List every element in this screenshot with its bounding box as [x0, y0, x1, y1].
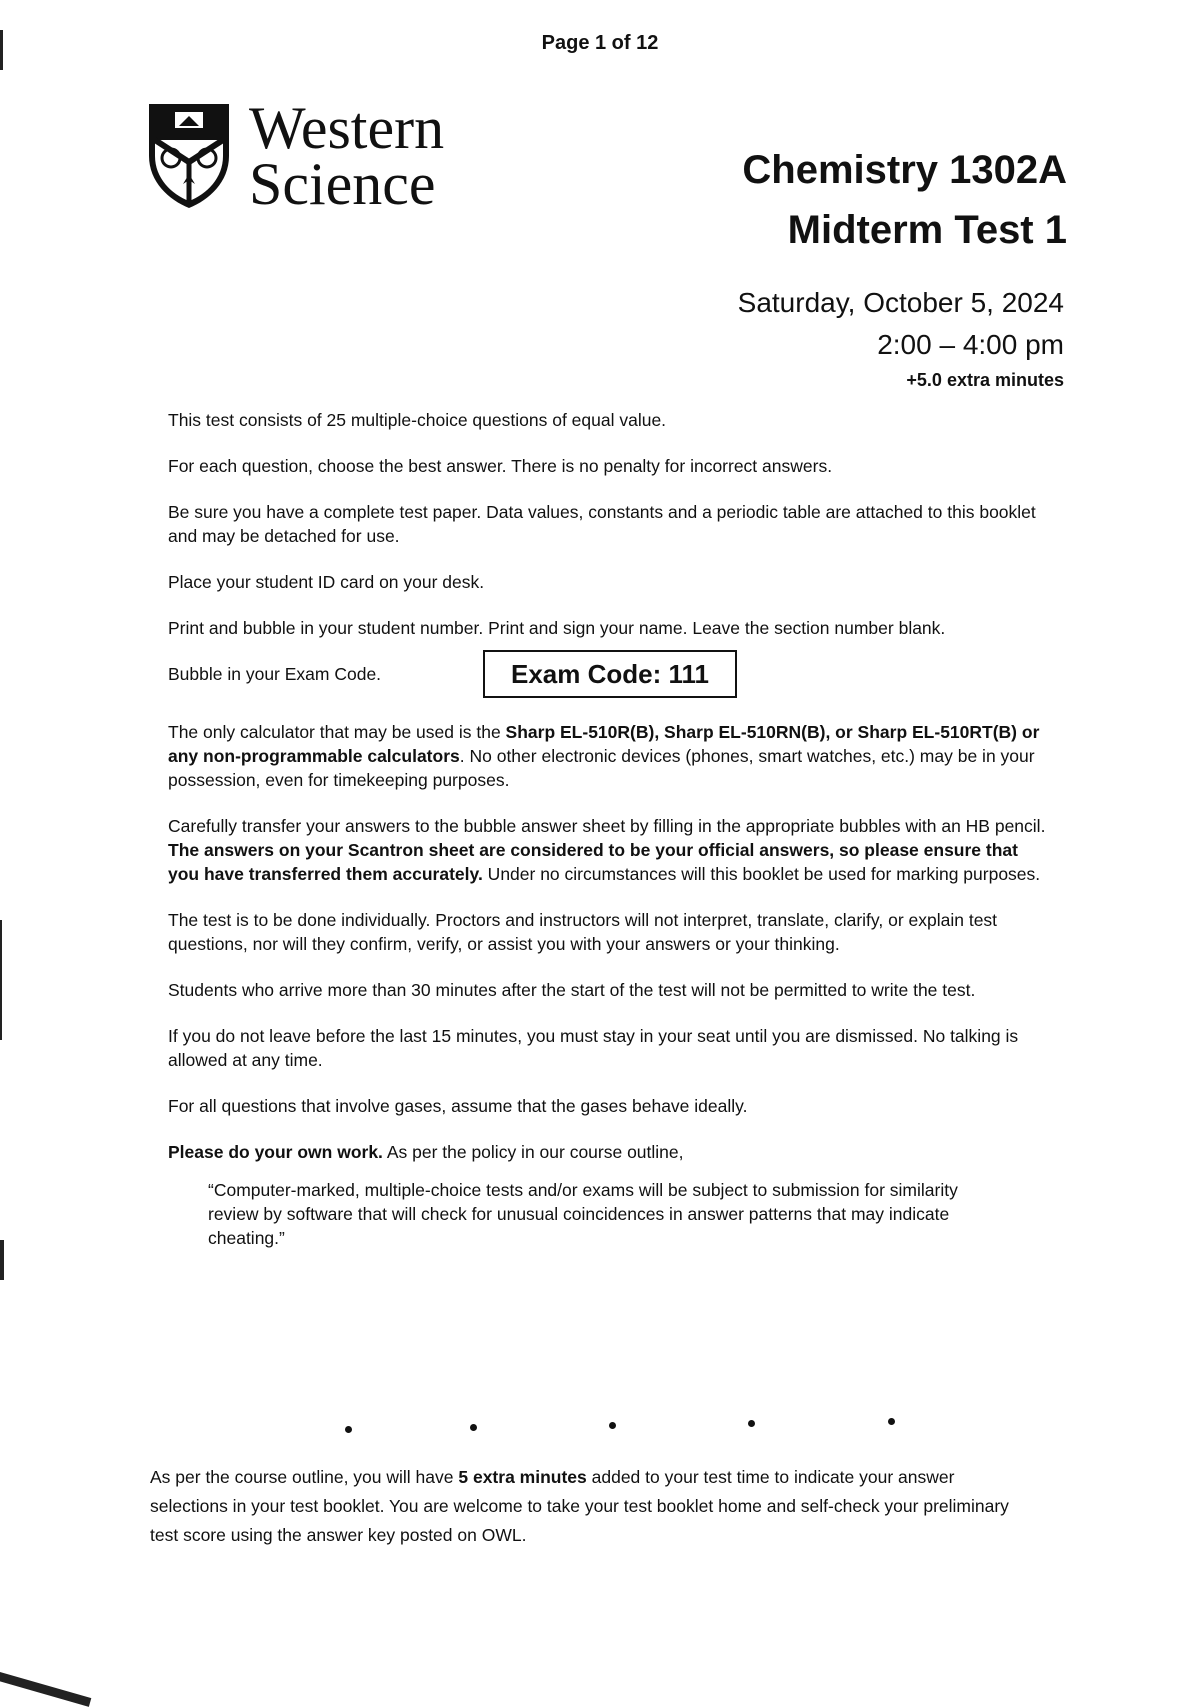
instruction-scantron: [168, 814, 1048, 886]
logo-line-science: Science: [249, 151, 436, 217]
instruction-question-count: This test consists of 25 multiple-choice questions of equal value.: [168, 410, 667, 430]
instruction-student-id: Place your student ID card on your desk.: [168, 572, 485, 592]
western-science-logo: [145, 95, 445, 217]
closing-text-a: As per the course outline, you will have: [150, 1467, 459, 1487]
logo-line-western: Western: [249, 95, 445, 161]
course-title: Chemistry 1302A: [742, 148, 1067, 192]
scan-margin-mark: [0, 1240, 4, 1280]
instruction-best-answer: For each question, choose the best answer. There is no penalty for incorrect answers.: [168, 456, 833, 476]
similarity-policy-quote: “Computer-marked, multiple-choice tests and/or exams will be subject to submission for similarity review by software that will check for unusual coincidences in answer patterns that may indicate cheating.”: [208, 1180, 958, 1248]
scantron-text-a: Carefully transfer your answers to the bubble answer sheet by filling in the appropriate bubbles with an HB pencil.: [168, 816, 1046, 836]
calculator-text-a: The only calculator that may be used is the: [168, 722, 506, 742]
bubble-exam-code-label: Bubble in your Exam Code.: [168, 664, 382, 684]
instruction-leaving: If you do not leave before the last 15 minutes, you must stay in your seat until you are dismissed. No talking is allowed at any time.: [168, 1026, 1019, 1070]
instruction-complete-paper: Be sure you have a complete test paper. Data values, constants and a periodic table are attached to this booklet and may be detached for use.: [168, 502, 1036, 546]
instructions: [168, 408, 1048, 1250]
separator-dot: [345, 1426, 352, 1433]
instruction-calculator: [168, 720, 1048, 792]
scantron-official-answers: The answers on your Scantron sheet are considered to be your official answers, so please ensure that you have transferred them accurately.: [168, 840, 1018, 884]
scan-edge-shadow: [0, 1672, 91, 1707]
instruction-late-arrival: Students who arrive more than 30 minutes after the start of the test will not be permitted to write the test.: [168, 980, 976, 1000]
own-work-text: As per the policy in our course outline,: [382, 1142, 684, 1162]
closing-text-c: added to your test time to indicate your answer selections in your test booklet. You are welcome to take your test booklet home and self-check your preliminary test score using the answer key posted on OWL.: [150, 1467, 1009, 1545]
separator-dot: [609, 1422, 616, 1429]
instruction-student-number: Print and bubble in your student number. Print and sign your name. Leave the section number blank.: [168, 618, 946, 638]
test-title: Midterm Test 1: [787, 208, 1067, 252]
separator-dot: [470, 1424, 477, 1431]
separator-dot: [888, 1418, 895, 1425]
instruction-gases: For all questions that involve gases, assume that the gases behave ideally.: [168, 1096, 748, 1116]
calculator-text-c: . No other electronic devices (phones, smart watches, etc.) may be in your possession, even for timekeeping purposes.: [168, 746, 1035, 790]
separator-dot: [748, 1420, 755, 1427]
test-date: Saturday, October 5, 2024: [737, 287, 1064, 318]
own-work-bold: Please do your own work.: [168, 1142, 383, 1162]
scantron-text-c: Under no circumstances will this booklet be used for marking purposes.: [482, 864, 1041, 884]
page-number: Page 1 of 12: [541, 32, 659, 54]
instruction-own-work: [168, 1140, 1048, 1164]
scan-margin-mark: [0, 920, 2, 1040]
exam-code-row: [168, 650, 1048, 698]
calculator-models: Sharp EL-510R(B), Sharp EL-510RN(B), or Sharp EL-510RT(B) or any non-programmable calculators: [168, 722, 1040, 766]
test-time: 2:00 – 4:00 pm: [877, 329, 1064, 360]
course-title-block: [742, 140, 1067, 260]
exam-code-box: Exam Code: 111: [483, 650, 737, 698]
instruction-individual: The test is to be done individually. Proctors and instructors will not interpret, translate, clarify, or explain test questions, nor will they confirm, verify, or assist you with your answers or your thinking.: [168, 910, 998, 954]
extra-time-note: [150, 1463, 1030, 1550]
schedule-block: [738, 282, 1064, 391]
separator-dots: [0, 1418, 1200, 1438]
shield-icon: [145, 100, 233, 212]
scan-margin-mark: [0, 30, 3, 70]
extra-minutes: +5.0 extra minutes: [906, 370, 1064, 390]
closing-extra-minutes: 5 extra minutes: [458, 1467, 587, 1487]
